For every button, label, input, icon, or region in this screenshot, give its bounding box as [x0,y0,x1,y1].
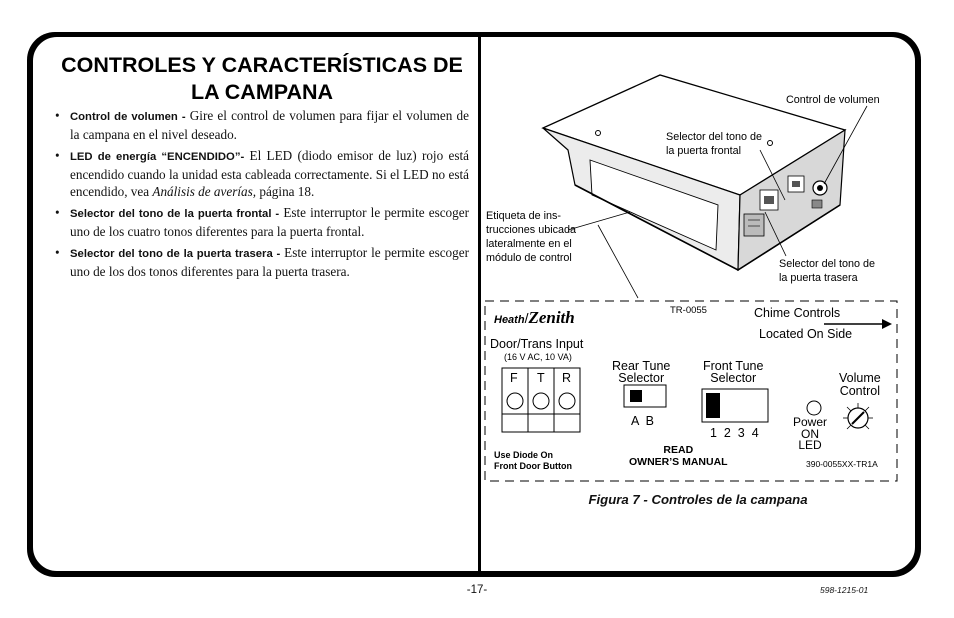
feature-term: Selector del tono de la puerta trasera - [70,248,281,260]
diode-note: Use Diode On Front Door Button [494,450,572,471]
located-on-side-text: Located On Side [759,327,853,341]
page-number: -17- [466,584,488,596]
feature-text: Este interruptor le permite escoger uno de los dos tonos diferentes para la puerta trasera. [70,245,469,279]
feature-text: Este interruptor le permite escoger uno de los cuatro tonos diferentes para la puerta frontal. [70,205,469,239]
front-tune-positions: 1 2 3 4 [710,426,759,440]
bullet-icon: • [55,205,60,220]
callout-rear-selector: Selector del tono de la puerta trasera [779,258,876,284]
feature-text-suffix: página 18. [256,184,315,199]
read-manual-note: READ OWNER’S MANUAL [629,444,728,468]
document-number: 598-1215-01 [820,585,869,595]
feature-text: Gire el control de volumen para fijar el volumen de la campana en el nivel deseado. [70,108,469,142]
instruction-label-panel [484,300,898,482]
feature-volume-control [55,107,469,143]
feature-term: Selector del tono de la puerta frontal - [70,208,280,220]
callout-front-selector: Selector del tono de la puerta frontal [666,131,763,157]
power-led-label: Power ON LED [793,415,828,452]
bullet-icon: • [55,148,60,163]
feature-front-selector [55,204,469,240]
troubleshooting-reference: Análisis de averías, [152,184,257,199]
callout-volume-control: Control de volumen [786,94,880,106]
terminal-label-t: T [537,371,545,385]
bullet-icon: • [55,245,60,260]
terminal-label-r: R [562,371,572,385]
feature-text: El LED (diodo emisor de luz) rojo está encendido cuando la unidad esta cableada correctamente. Si el LED no está encendido, vea [70,148,469,199]
part-number: 390-0055XX-TR1A [806,459,878,469]
callout-instruction-label: Etiqueta de ins- trucciones ubicada lateralmente en el módulo de control [486,210,577,264]
terminal-label-f: F [510,371,518,385]
front-tune-label: Front Tune Selector [703,359,764,385]
brand-logo: Heath/Zenith [494,308,575,327]
feature-term: Control de volumen - [70,111,186,123]
feature-list [55,107,469,284]
feature-rear-selector [55,244,469,280]
model-number: TR-0055 [670,305,707,316]
bullet-icon: • [55,108,60,123]
rear-tune-label: Rear Tune Selector [612,359,671,385]
section-title: CONTROLES Y CARACTERÍSTICAS DE LA CAMPANA [61,53,463,104]
door-trans-input-title: Door/Trans Input [490,337,584,351]
rear-tune-positions: A B [631,414,654,428]
chime-controls-text: Chime Controls [754,306,841,320]
input-rating: (16 V AC, 10 VA) [504,352,572,362]
feature-power-led [55,147,469,200]
figure-caption: Figura 7 - Controles de la campana [588,492,808,507]
feature-term: LED de energía “ENCENDIDO”- [70,151,245,163]
volume-control-label: Volume Control [839,371,881,398]
